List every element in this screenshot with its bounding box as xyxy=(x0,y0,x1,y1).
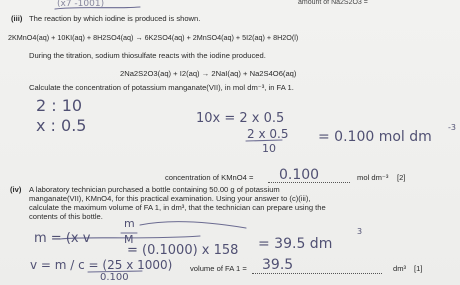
handwritten-calc-2-denominator: 10 xyxy=(262,142,276,155)
volume-answer-label: volume of FA 1 = xyxy=(190,264,247,273)
handwritten-calc-4-tail: = 39.5 dm xyxy=(258,236,333,252)
handwritten-calc-4: = (0.1000) x 158 xyxy=(127,243,239,258)
curl-mass xyxy=(140,222,246,228)
handwritten-calc-3: = 0.100 mol dm xyxy=(318,129,432,145)
question-iv-line-2: manganate(VII), KMnO4, for this practical examination. Using your answer to (c)(iii), xyxy=(29,194,311,203)
question-iv-line-4: contents of this bottle. xyxy=(29,212,103,221)
handwritten-answer-iv: 39.5 xyxy=(262,257,294,273)
question-iii-marks: [2] xyxy=(397,173,406,182)
question-iii-intro: The reaction by which iodine is produced is shown. xyxy=(29,14,201,23)
titration-text: During the titration, sodium thiosulfate reacts with the iodine produced. xyxy=(29,51,266,60)
concentration-instruction: Calculate the concentration of potassium manganate(VII), in mol dm⁻³, in FA 1. xyxy=(29,83,294,92)
question-iii-label: (iii) xyxy=(11,14,23,23)
handwritten-ratio-top: 2 : 10 xyxy=(36,96,83,115)
handwritten-ratio-bottom: x : 0.5 xyxy=(36,116,87,135)
reaction-equation-1: 2KMnO4(aq) + 10KI(aq) + 8H2SO4(aq) → 6K2SO4(aq) + 2MnSO4(aq) + 5I2(aq) + 8H2O(l) xyxy=(8,33,299,42)
handwritten-volume-line: v = m / c = (25 x 1000) xyxy=(30,258,173,272)
handwritten-calc-3-exponent: -3 xyxy=(448,123,456,132)
question-iv-marks: [1] xyxy=(414,264,423,273)
reaction-equation-2: 2Na2S2O3(aq) + I2(aq) → 2NaI(aq) + Na2S4O6(aq) xyxy=(120,69,297,78)
handwritten-answer-iii: 0.100 xyxy=(279,167,320,183)
handwritten-calc-2: 2 x 0.5 xyxy=(247,127,289,141)
handwritten-mass-line: m = (x v xyxy=(34,231,91,246)
handwritten-mole-denominator: M xyxy=(124,233,134,246)
concentration-answer-label: concentration of KMnO4 = xyxy=(165,173,254,182)
volume-answer-line xyxy=(252,273,382,274)
question-iv-line-3: calculate the maximum volume of FA 1, in dm³, that the technician can prepare using the xyxy=(29,203,326,212)
handwritten-top-scribble: (x7 -1001) xyxy=(57,0,105,9)
volume-answer-unit: dm³ xyxy=(393,264,407,273)
question-iv-line-1: A laboratory technician purchased a bottle containing 50.00 g of potassium xyxy=(29,185,280,194)
concentration-answer-unit: mol dm⁻³ xyxy=(357,173,389,182)
handwritten-volume-denominator: 0.100 xyxy=(100,272,129,283)
handwritten-calc-1: 10x = 2 x 0.5 xyxy=(196,111,285,126)
handwritten-mole-numerator: m xyxy=(124,217,135,230)
handwritten-calc-4-exponent: 3 xyxy=(357,227,363,236)
question-iv-label: (iv) xyxy=(10,185,22,194)
cropped-top-text: amount of Na2S2O3 = xyxy=(298,0,368,6)
